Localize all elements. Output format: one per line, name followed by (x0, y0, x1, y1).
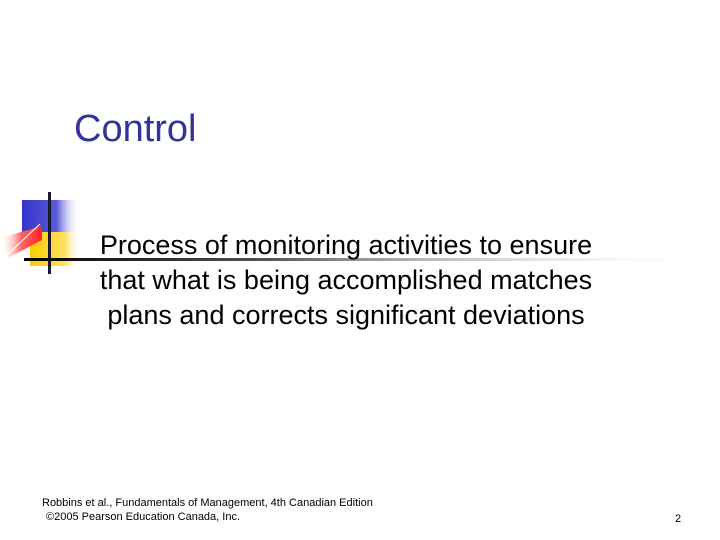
slide-body-text: Process of monitoring activities to ensure that what is being accomplished matches plans and corrects significant deviations (99, 230, 593, 330)
slide-title: Control (74, 108, 197, 150)
footer-citation (42, 496, 373, 524)
footer-line-1: Robbins et al., Fundamentals of Management, 4th Canadian Edition (42, 497, 373, 509)
decor-vertical-line (48, 192, 51, 274)
page-number: 2 (675, 513, 682, 525)
footer-line-2: ©2005 Pearson Education Canada, Inc. (46, 511, 241, 523)
